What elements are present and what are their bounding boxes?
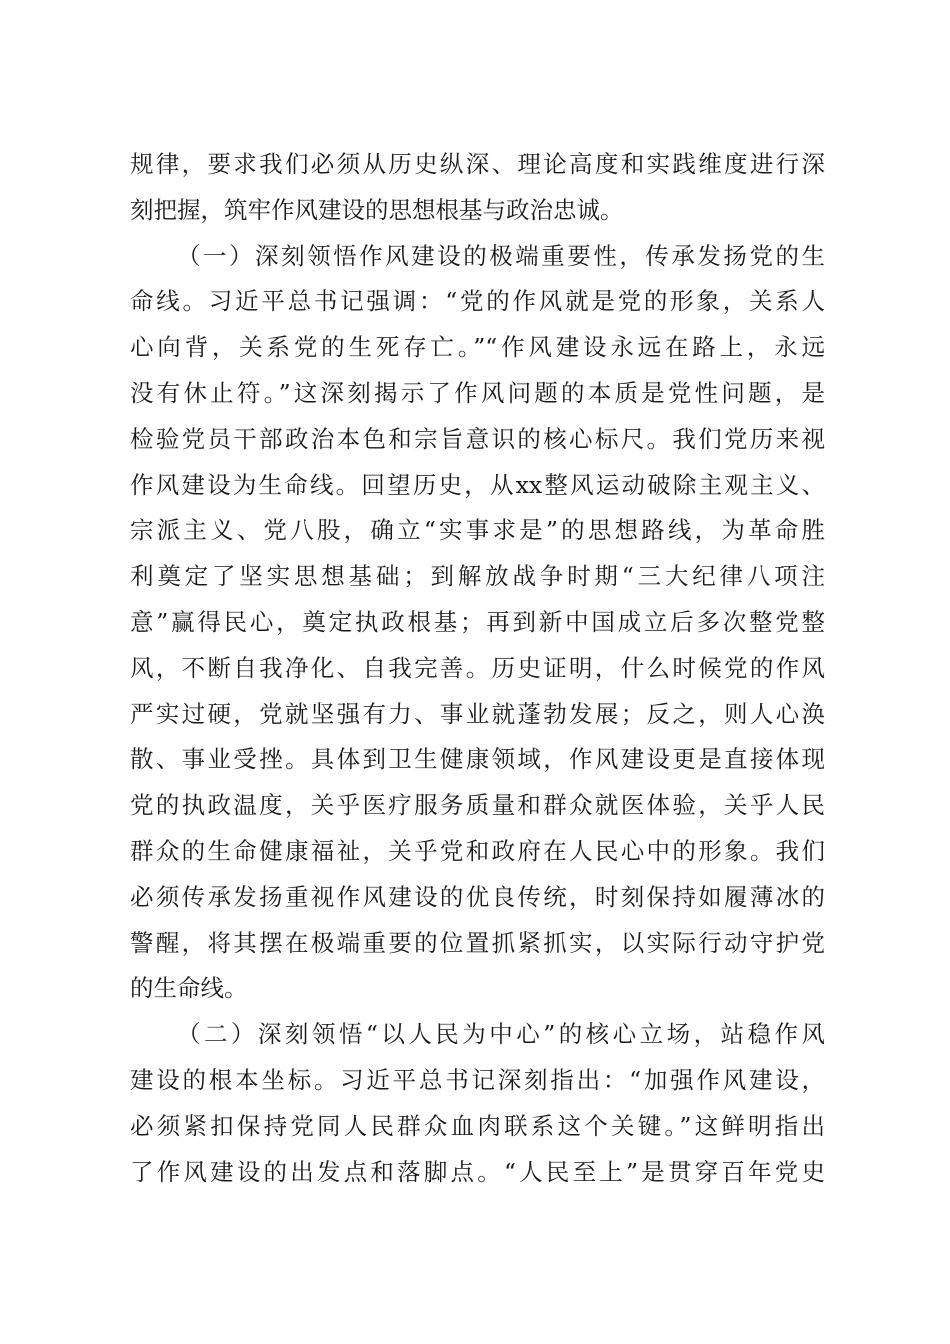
text-line: 规律，要求我们必须从历史纵深、理论高度和实践维度进行深: [130, 150, 825, 178]
text-line: 严实过硬，党就坚强有力、事业就蓬勃发展；反之，则人心涣: [130, 699, 825, 728]
text-line: 党的执政温度，关乎医疗服务质量和群众就医体验，关乎人民: [130, 791, 825, 820]
text-line: 风，不断自我净化、自我完善。历史证明，什么时候党的作风: [130, 653, 825, 682]
text-line: 宗派主义、党八股，确立“实事求是”的思想路线，为革命胜: [130, 516, 825, 545]
text-line: 群众的生命健康福祉，关乎党和政府在人民心中的形象。我们: [130, 836, 825, 865]
text-line: 必须传承发扬重视作风建设的优良传统，时刻保持如履薄冰的: [130, 882, 825, 911]
body-text: [130, 142, 825, 1195]
text-line: 作风建设为生命线。回望历史，从xx整风运动破除主观主义、: [130, 470, 825, 499]
text-line: 警醒，将其摆在极端重要的位置抓紧抓实，以实际行动守护党: [130, 928, 825, 957]
paragraph-first-line: （二）深刻领悟“以人民为中心”的核心立场，站稳作风: [177, 1020, 825, 1049]
text-line: 没有休止符。”这深刻揭示了作风问题的本质是党性问题，是: [130, 378, 825, 407]
text-line: 必须紧扣保持党同人民群众血肉联系这个关键。”这鲜明指出: [130, 1111, 825, 1140]
text-line: 检验党员干部政治本色和宗旨意识的核心标尺。我们党历来视: [130, 424, 825, 453]
text-line: 利奠定了坚实思想基础；到解放战争时期“三大纪律八项注: [130, 562, 825, 591]
text-line: 心向背，关系党的生死存亡。”“作风建设永远在路上，永远: [130, 333, 825, 362]
text-line: 的生命线。: [130, 974, 248, 1003]
text-line: 命线。习近平总书记强调：“党的作风就是党的形象，关系人: [130, 287, 825, 316]
text-line: 意”赢得民心，奠定执政根基；再到新中国成立后多次整党整: [130, 607, 825, 636]
text-line: 建设的根本坐标。习近平总书记深刻指出：“加强作风建设，: [130, 1065, 825, 1094]
text-line: 散、事业受挫。具体到卫生健康领域，作风建设更是直接体现: [130, 745, 825, 774]
paragraph-first-line: （一）深刻领悟作风建设的极端重要性，传承发扬党的生: [177, 241, 825, 270]
text-line: 刻把握，筑牢作风建设的思想根基与政治忠诚。: [130, 195, 624, 224]
text-line: 了作风建设的出发点和落脚点。“人民至上”是贯穿百年党史: [130, 1157, 825, 1186]
